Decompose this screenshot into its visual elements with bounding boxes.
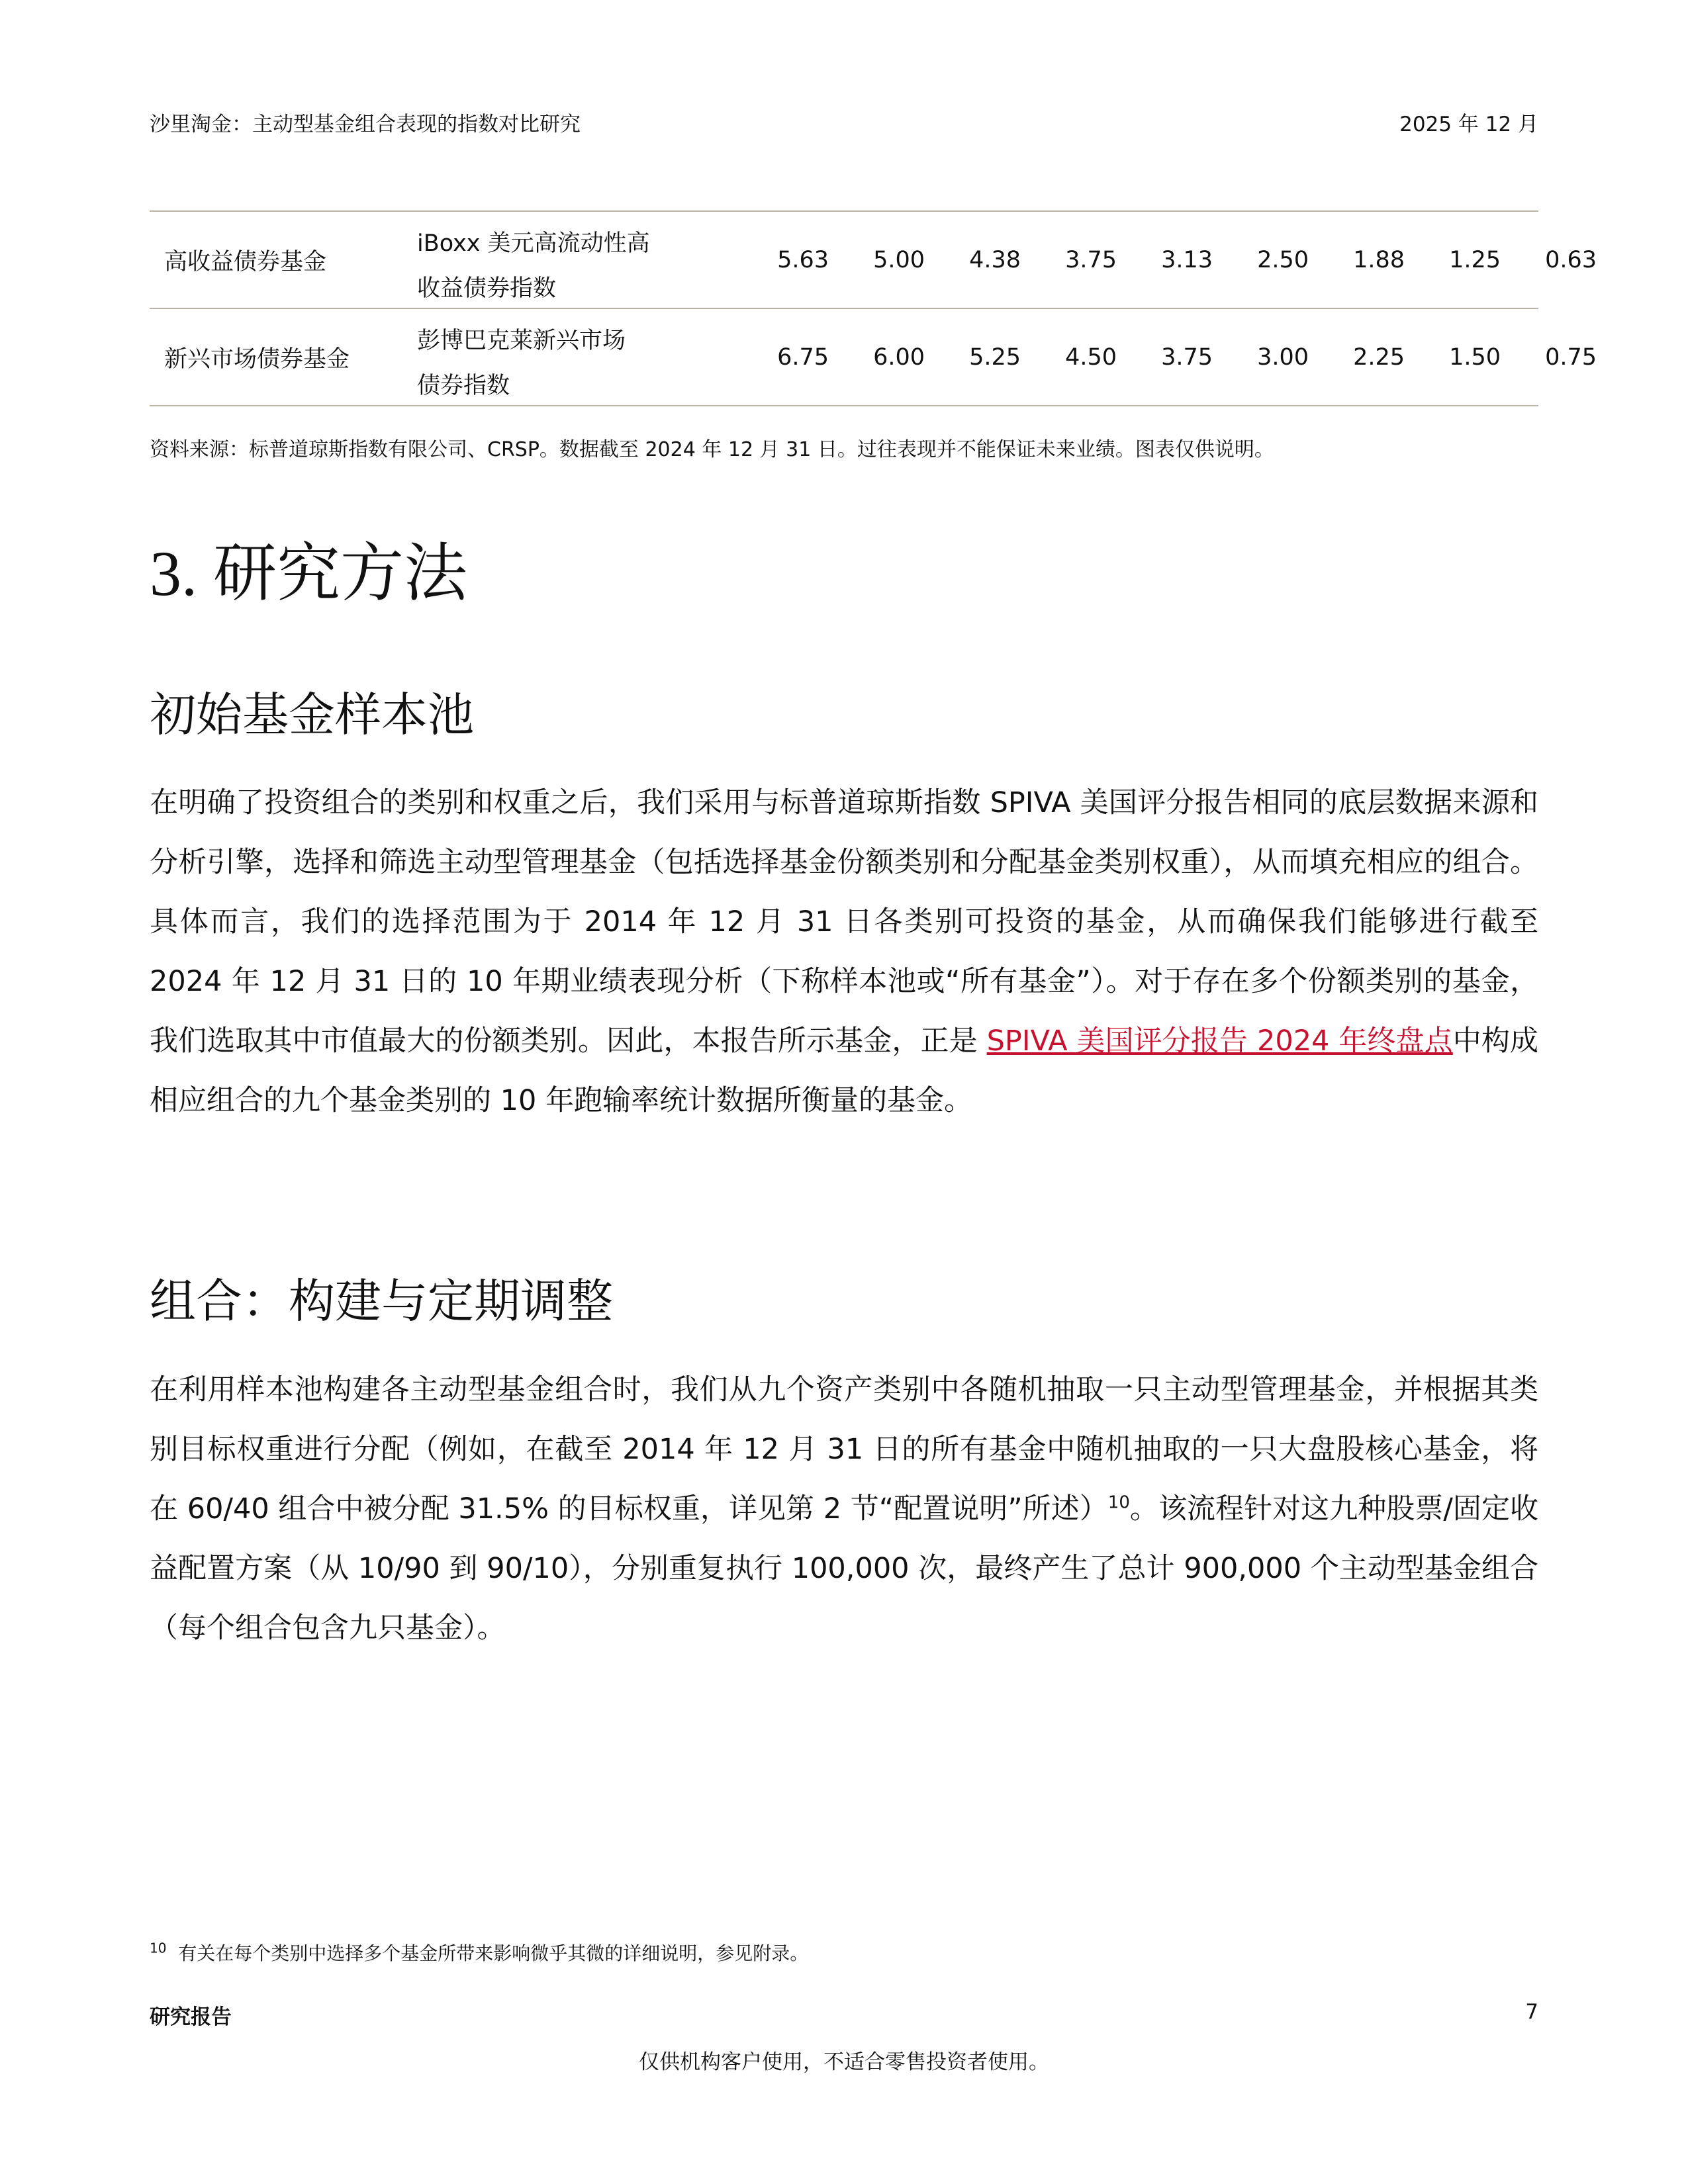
paragraph-text: 在明确了投资组合的类别和权重之后，我们采用与标普道琼斯指数 SPIVA 美国评分报告相同的底层数据来源和分析引擎，选择和筛选主动型管理基金（包括选择基金份额类别和分配基金类别权重），从而填充相应的组合。具体而言，我们的选择范围为于 2014 年 12 月 31 日各类别可投资的基金，从而确保我们能够进行截至 2024 年 12 月 31 日的 10 年期业绩表现分析（下称样本池或“所有基金”）。对于存在多个份额类别的基金，我们选取其中市值最大的份额类别。因此，本报告所示基金，正是 [150,786,1538,1058]
index-line: 债券指数 [417,373,510,399]
table-cell-value: 5.63 [777,246,829,273]
table-cell-value: 0.63 [1545,246,1597,273]
table-cell-value: 3.00 [1257,343,1309,371]
paragraph-text: 中构成相应组合的九个基金类别的 10 年跑输率统计数据所衡量的基金。 [150,1024,1539,1117]
paragraph-text: 。该流程针对这九种股票/固定收益配置方案（从 10/90 到 90/10），分别重复执行 100,000 次，最终产生了总计 900,000 个主动型基金组合（每个组合包含九只基金）。 [150,1492,1538,1645]
table-cell-value: 2.25 [1353,343,1405,371]
header-title: 沙里淘金：主动型基金组合表现的指数对比研究 [150,113,581,136]
paragraph-construction [150,1360,1538,1658]
footnote-number: 10 [150,1940,167,1956]
table-cell-value: 4.38 [969,246,1021,273]
table-cell-value: 0.75 [1545,343,1597,371]
table-cell-value: 4.50 [1065,343,1117,371]
spiva-report-link[interactable]: SPIVA 美国评分报告 2024 年终盘点 [986,1024,1453,1058]
paragraph-sample-pool [150,773,1538,1130]
index-line: 收益债券指数 [417,275,557,302]
subsection-title-construction: 组合：构建与定期调整 [150,1274,613,1328]
footnote [150,1939,808,1966]
page-number: 7 [1525,2000,1538,2024]
footer-notice: 仅供机构客户使用，不适合零售投资者使用。 [639,2050,1049,2074]
table-cell-category: 新兴市场债券基金 [164,345,350,373]
table-cell-index [417,318,695,408]
section-title: 3. 研究方法 [150,538,467,609]
table-row [150,309,1597,405]
table-source-note: 资料来源：标普道琼斯指数有限公司、CRSP。数据截至 2024 年 12 月 31 日。过往表现并不能保证未来业绩。图表仅供说明。 [150,438,1274,461]
index-line: iBoxx 美元高流动性高 [417,230,650,257]
paragraph-text: 在利用样本池构建各主动型基金组合时，我们从九个资产类别中各随机抽取一只主动型管理基金，并根据其类别目标权重进行分配（例如，在截至 2014 年 12 月 31 日的所有基金中随机抽取的一只大盘股核心基金，将在 60/40 组合中被分配 31.5% 的目标权重，详见第 2 节“配置说明”所述） [150,1373,1538,1525]
subsection-title-sample-pool: 初始基金样本池 [150,688,474,742]
footnote-text: 有关在每个类别中选择多个基金所带来影响微乎其微的详细说明，参见附录。 [178,1942,809,1964]
table-row [150,212,1597,308]
table-cell-value: 5.00 [873,246,925,273]
table-cell-value: 2.50 [1257,246,1309,273]
table-bottom-rule [150,405,1538,406]
table-cell-value: 5.25 [969,343,1021,371]
table-cell-value: 1.50 [1449,343,1501,371]
table-cell-value: 1.25 [1449,246,1501,273]
table-cell-value: 6.75 [777,343,829,371]
table-cell-value: 3.75 [1161,343,1213,371]
index-line: 彭博巴克莱新兴市场 [417,328,626,354]
allocation-table [150,210,1597,406]
table-cell-value: 3.75 [1065,246,1117,273]
table-cell-value: 6.00 [873,343,925,371]
footnote-ref[interactable]: 10 [1107,1492,1130,1513]
table-cell-category: 高收益债券基金 [164,248,327,275]
table-cell-value: 3.13 [1161,246,1213,273]
footer-label: 研究报告 [150,2005,232,2029]
table-cell-index [417,221,695,311]
table-cell-value: 1.88 [1353,246,1405,273]
header-date: 2025 年 12 月 [1399,113,1538,136]
